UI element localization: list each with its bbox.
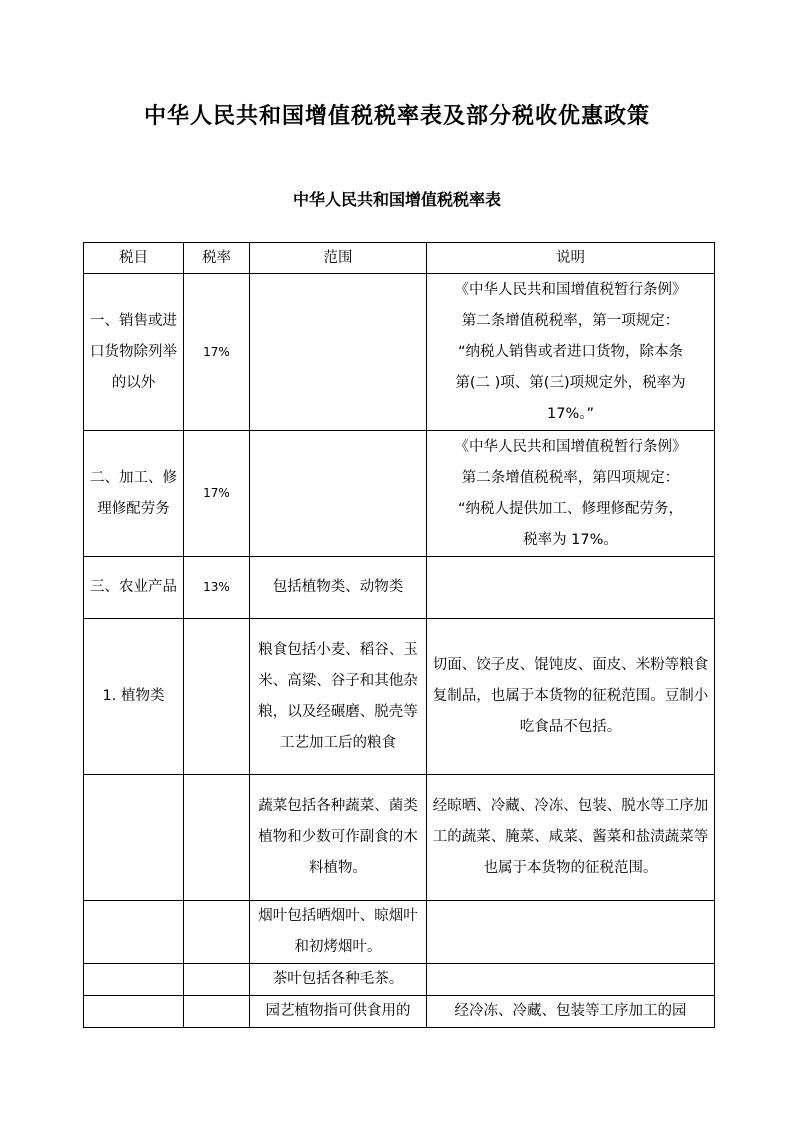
note-line: 第(二 )项、第(三)项规定外，税率为 bbox=[455, 374, 686, 391]
header-item: 税目 bbox=[84, 243, 184, 274]
table-row bbox=[84, 964, 715, 996]
vat-rate-table bbox=[83, 242, 715, 1028]
table-header-row bbox=[84, 243, 715, 274]
item-cell: 二、加工、修理修配劳务 bbox=[84, 431, 184, 557]
rate-cell: 13% bbox=[184, 557, 250, 619]
note-line: 《中华人民共和国增值税暂行条例》 bbox=[454, 438, 687, 455]
header-rate: 税率 bbox=[184, 243, 250, 274]
note-cell bbox=[427, 431, 715, 557]
item-cell bbox=[84, 775, 184, 901]
rate-cell: 17% bbox=[184, 431, 250, 557]
note-line: “纳税人提供加工、修理修配劳务， bbox=[457, 500, 683, 517]
document-title: 中华人民共和国增值税税率表及部分税收优惠政策 bbox=[143, 103, 650, 129]
note-cell: 切面、饺子皮、馄饨皮、面皮、米粉等粮食复制品，也属于本货物的征税范围。豆制小吃食品不包括。 bbox=[427, 619, 715, 775]
rate-cell bbox=[184, 619, 250, 775]
rate-cell bbox=[184, 996, 250, 1028]
rate-cell bbox=[184, 775, 250, 901]
table-row bbox=[84, 775, 715, 901]
note-line: 第二条增值税税率，第四项规定： bbox=[461, 469, 680, 486]
note-cell bbox=[427, 964, 715, 996]
note-line: 第二条增值税税率，第一项规定： bbox=[461, 312, 680, 329]
header-note: 说明 bbox=[427, 243, 715, 274]
rate-cell: 17% bbox=[184, 274, 250, 431]
item-cell: 三、农业产品 bbox=[84, 557, 184, 619]
note-line: “纳税人销售或者进口货物，除本条 bbox=[457, 343, 683, 360]
table-row bbox=[84, 996, 715, 1028]
note-line: 17%。” bbox=[547, 405, 594, 422]
scope-cell bbox=[250, 431, 427, 557]
table-title: 中华人民共和国增值税税率表 bbox=[292, 190, 501, 209]
item-cell: 1. 植物类 bbox=[84, 619, 184, 775]
table-row bbox=[84, 274, 715, 431]
note-cell bbox=[427, 901, 715, 964]
note-cell bbox=[427, 557, 715, 619]
rate-cell bbox=[184, 901, 250, 964]
scope-cell bbox=[250, 274, 427, 431]
item-cell bbox=[84, 996, 184, 1028]
table-row bbox=[84, 901, 715, 964]
scope-cell: 蔬菜包括各种蔬菜、菌类植物和少数可作副食的木料植物。 bbox=[250, 775, 427, 901]
rate-cell bbox=[184, 964, 250, 996]
note-line: 税率为 17%。 bbox=[523, 531, 618, 548]
table-row bbox=[84, 431, 715, 557]
item-cell: 一、销售或进口货物除列举的以外 bbox=[84, 274, 184, 431]
scope-cell: 包括植物类、动物类 bbox=[250, 557, 427, 619]
item-cell bbox=[84, 901, 184, 964]
scope-cell: 园艺植物指可供食用的 bbox=[250, 996, 427, 1028]
note-cell: 经冷冻、冷藏、包装等工序加工的园 bbox=[427, 996, 715, 1028]
table-row bbox=[84, 619, 715, 775]
scope-cell: 茶叶包括各种毛茶。 bbox=[250, 964, 427, 996]
table-row bbox=[84, 557, 715, 619]
item-cell bbox=[84, 964, 184, 996]
scope-cell: 粮食包括小麦、稻谷、玉米、高粱、谷子和其他杂粮，以及经碾磨、脱壳等工艺加工后的粮食 bbox=[250, 619, 427, 775]
note-cell: 经晾晒、冷藏、冷冻、包装、脱水等工序加工的蔬菜、腌菜、咸菜、酱菜和盐渍蔬菜等也属于本货物的征税范围。 bbox=[427, 775, 715, 901]
scope-cell: 烟叶包括晒烟叶、晾烟叶和初烤烟叶。 bbox=[250, 901, 427, 964]
header-scope: 范围 bbox=[250, 243, 427, 274]
note-line: 《中华人民共和国增值税暂行条例》 bbox=[454, 281, 687, 298]
note-cell bbox=[427, 274, 715, 431]
